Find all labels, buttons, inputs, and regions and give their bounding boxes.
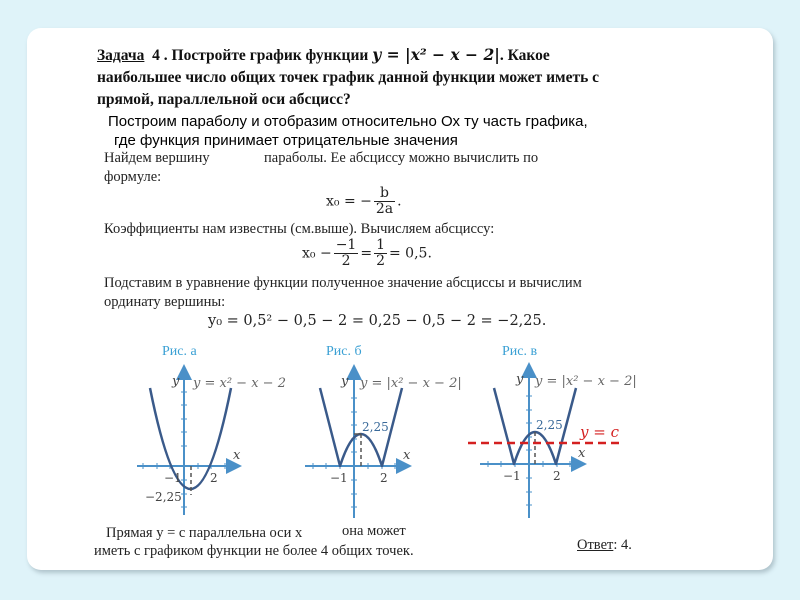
y-axis-label: y [516,372,524,387]
conclusion-line-1b: она может [342,523,406,539]
equals: = [360,245,373,262]
vertex-label: 2,25 [362,420,389,434]
solution-p1-c: формуле: [104,169,162,185]
task-text: . Какое [499,47,550,64]
figure-b-graph [305,368,462,518]
vertex-label: 2,25 [536,418,563,432]
answer [577,537,632,554]
figure-b-label: Рис. б [326,344,362,359]
task-line-2: наибольшее число общих точек график данной функции может иметь с [97,69,600,86]
numerator: −1 [335,237,357,253]
abs-parabola-curve [494,388,576,464]
figure-a-graph [137,368,286,515]
figure-c-label: Рис. в [502,344,538,359]
denominator: 2 [376,253,385,269]
tick-label-pos: 2 [553,469,561,483]
figure-c-graph [468,366,637,518]
conclusion-line-1a: Прямая y = c параллельна оси x [106,525,303,541]
solution-p1-b: параболы. Ее абсциссу можно вычислить по [264,150,539,166]
equation-label: y = x² − x − 2 [193,376,286,391]
solution-p2: Коэффициенты нам известны (см.выше). Вычисляем абсциссу: [104,221,495,237]
solution-p3-b: ординату вершины: [104,294,226,310]
denominator: 2 [341,253,351,269]
task-formula: y = |x² − x − 2| [372,45,500,64]
numerator: b [374,186,395,202]
task-line-3: прямой, параллельной оси абсцисс? [97,91,351,108]
y-axis-label: y [341,374,349,389]
tick-label-pos: 2 [210,471,218,485]
conclusion-line-2: иметь с графиком функции не более 4 общих точек. [94,543,414,559]
line-label: y = c [580,423,619,441]
solution-p3-a: Подставим в уравнение функции полученное значение абсциссы и вычислим [104,275,582,291]
x-axis-label: x [578,446,586,461]
note-line-2: где функция принимает отрицательные значения [114,132,458,149]
vertex-label: −2,25 [145,490,182,504]
denominator: 2a [375,201,394,217]
tick-label-neg: −1 [164,471,182,485]
formula-lhs: x₀ = − [326,193,372,210]
tick-label-neg: −1 [330,471,348,485]
x-axis-label: x [233,448,241,463]
solution-p1-a: Найдем вершину [104,150,210,166]
y-axis-label: y [172,374,180,389]
x-axis-label: x [403,448,411,463]
task-number: 4 [152,47,160,64]
equation-label: y = |x² − x − 2| [535,374,637,389]
abs-parabola-curve [320,388,402,466]
tick-label-neg: −1 [503,469,521,483]
formula-y0: y₀ = 0,5² − 0,5 − 2 = 0,25 − 0,5 − 2 = −2,25. [208,313,547,329]
tick-label-pos: 2 [380,471,388,485]
equation-label: y = |x² − x − 2| [360,376,462,391]
numerator: 1 [376,237,385,253]
answer-value: : 4. [613,537,632,553]
formula-lhs: x₀ − [302,245,332,262]
figure-a-label: Рис. а [162,344,197,359]
note-line-1: Построим параболу и отобразим относительно Ох ту часть графика, [108,113,588,130]
answer-label: Ответ [577,537,614,553]
formula-end: . [397,193,402,210]
formula-end: = 0,5. [389,245,432,262]
task-text: . Постройте график функции [163,47,369,64]
task-label: Задача [97,47,145,64]
